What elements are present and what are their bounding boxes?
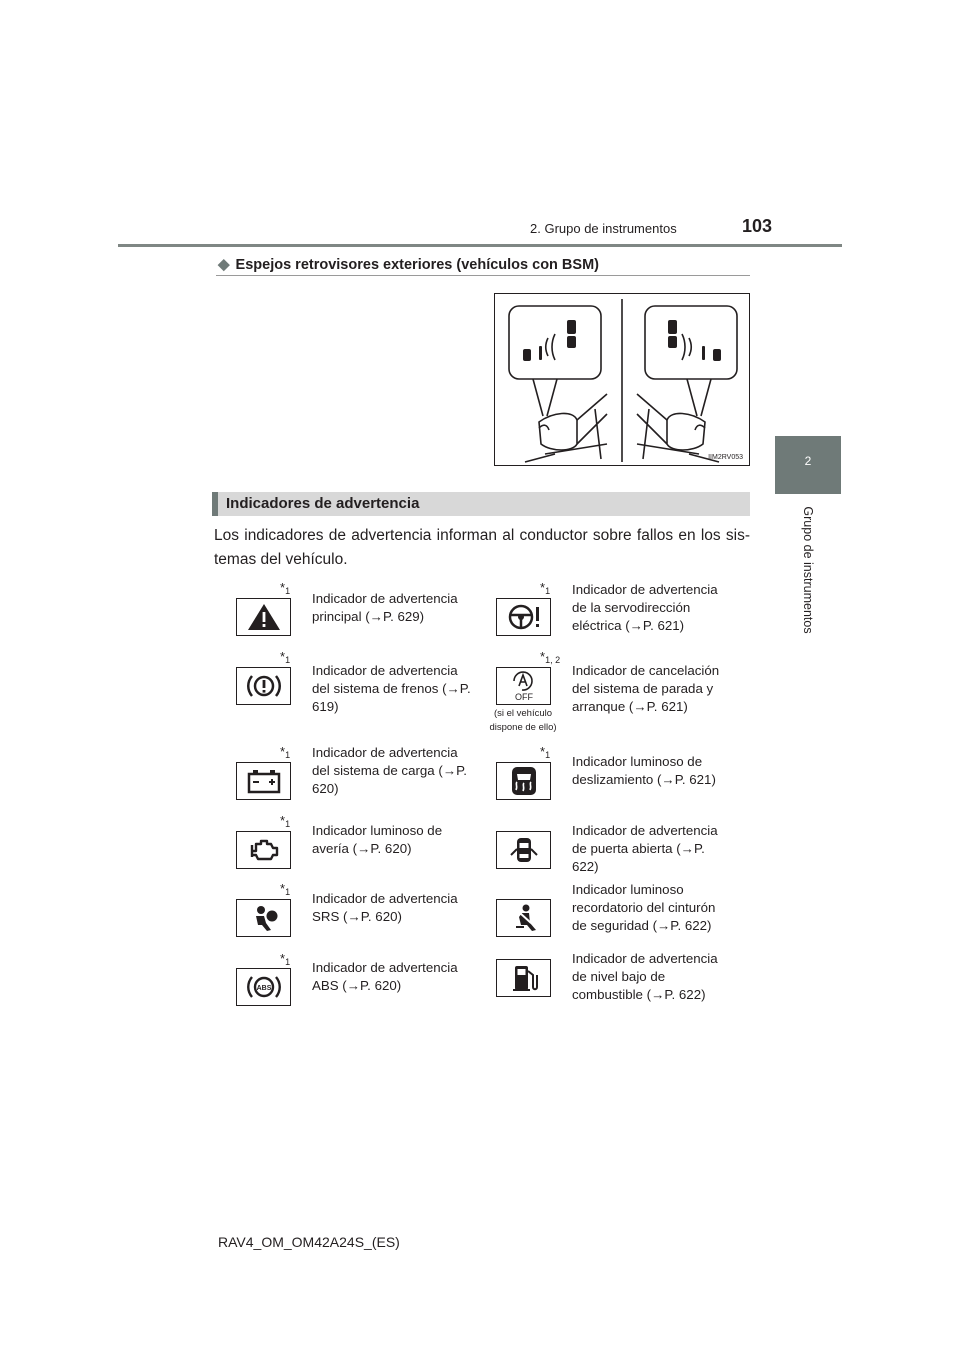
page-number: 103 bbox=[742, 216, 773, 236]
warning-desc: Indicador de advertencia del sistema de carga (→P. 620) bbox=[312, 745, 467, 796]
bsm-heading-rule bbox=[216, 275, 750, 276]
brake-system-icon bbox=[236, 667, 291, 705]
footnote-mark: $*_1$ bbox=[540, 580, 551, 596]
chapter-tab-number: 2 bbox=[804, 454, 812, 468]
warning-desc: Indicador de advertencia de la servodirección eléctrica (→P. 621) bbox=[572, 582, 718, 633]
footnote-mark: $*_1$ bbox=[280, 649, 291, 665]
check-engine-icon bbox=[236, 831, 291, 869]
warning-triangle-icon bbox=[236, 598, 291, 636]
header-rule bbox=[118, 244, 842, 247]
open-door-icon bbox=[496, 831, 551, 869]
footnote-mark: $*_1$ bbox=[540, 744, 551, 760]
warning-desc: Indicador luminoso recordatorio del cinturón de seguridad (→P. 622) bbox=[572, 882, 716, 933]
stop-start-off-icon bbox=[496, 667, 551, 705]
availability-note: (si el vehículo dispone de ello) bbox=[489, 708, 557, 733]
warning-desc: Indicador de cancelación del sistema de parada y arranque (→P. 621) bbox=[572, 663, 720, 714]
power-steering-icon bbox=[496, 598, 551, 636]
chapter-tab-label: Grupo de instrumentos bbox=[801, 506, 815, 634]
warning-desc: Indicador de advertencia de nivel bajo de combustible (→P. 622) bbox=[572, 951, 718, 1002]
warning-desc: Indicador de advertencia principal (→P. 629) bbox=[312, 591, 458, 624]
warning-desc: Indicador luminoso de deslizamiento (→P. 621) bbox=[572, 754, 716, 787]
low-fuel-icon bbox=[496, 959, 551, 997]
section-heading-bar bbox=[212, 492, 218, 516]
chapter-tab bbox=[775, 436, 841, 494]
bsm-heading-text: Espejos retrovisores exteriores (vehículos con BSM) bbox=[235, 257, 599, 273]
diamond-bullet-icon: ◆ bbox=[218, 256, 230, 273]
running-header-section: 2. Grupo de instrumentos bbox=[530, 221, 677, 236]
intro-paragraph: Los indicadores de advertencia informan al conductor sobre fallos en los sis-temas del vehículo. bbox=[214, 527, 750, 568]
section-heading-band bbox=[212, 492, 750, 516]
seatbelt-reminder-icon bbox=[496, 899, 551, 937]
warning-desc: Indicador de advertencia ABS (→P. 620) bbox=[312, 960, 458, 993]
bsm-mirror-drawing bbox=[495, 294, 749, 465]
svg-text:ABS: ABS bbox=[256, 985, 271, 992]
footnote-mark: $*_1$ bbox=[280, 881, 291, 897]
srs-airbag-icon bbox=[236, 899, 291, 937]
warning-desc: Indicador luminoso de avería (→P. 620) bbox=[312, 823, 443, 856]
warning-desc: Indicador de advertencia del sistema de frenos (→P. 619) bbox=[312, 663, 471, 714]
footnote-mark: $*_1$ bbox=[280, 580, 291, 596]
figure-code: IIM2RV053 bbox=[708, 454, 743, 461]
abs-icon bbox=[236, 968, 291, 1006]
footnote-mark: $*_{1, 2}$ bbox=[540, 649, 561, 665]
warning-desc: Indicador de advertencia SRS (→P. 620) bbox=[312, 891, 458, 924]
footnote-mark: $*_1$ bbox=[280, 744, 291, 760]
section-heading: Indicadores de advertencia bbox=[226, 495, 420, 512]
footer-document-code: RAV4_OM_OM42A24S_(ES) bbox=[218, 1234, 400, 1250]
bsm-heading bbox=[218, 255, 599, 273]
warning-desc: Indicador de advertencia de puerta abierta (→P. 622) bbox=[572, 823, 718, 874]
battery-charging-icon bbox=[236, 762, 291, 800]
svg-text:OFF: OFF bbox=[514, 692, 533, 701]
slip-indicator-icon bbox=[496, 762, 551, 800]
bsm-mirror-illustration bbox=[494, 293, 750, 466]
footnote-mark: $*_1$ bbox=[280, 813, 291, 829]
footnote-mark: $*_1$ bbox=[280, 951, 291, 967]
